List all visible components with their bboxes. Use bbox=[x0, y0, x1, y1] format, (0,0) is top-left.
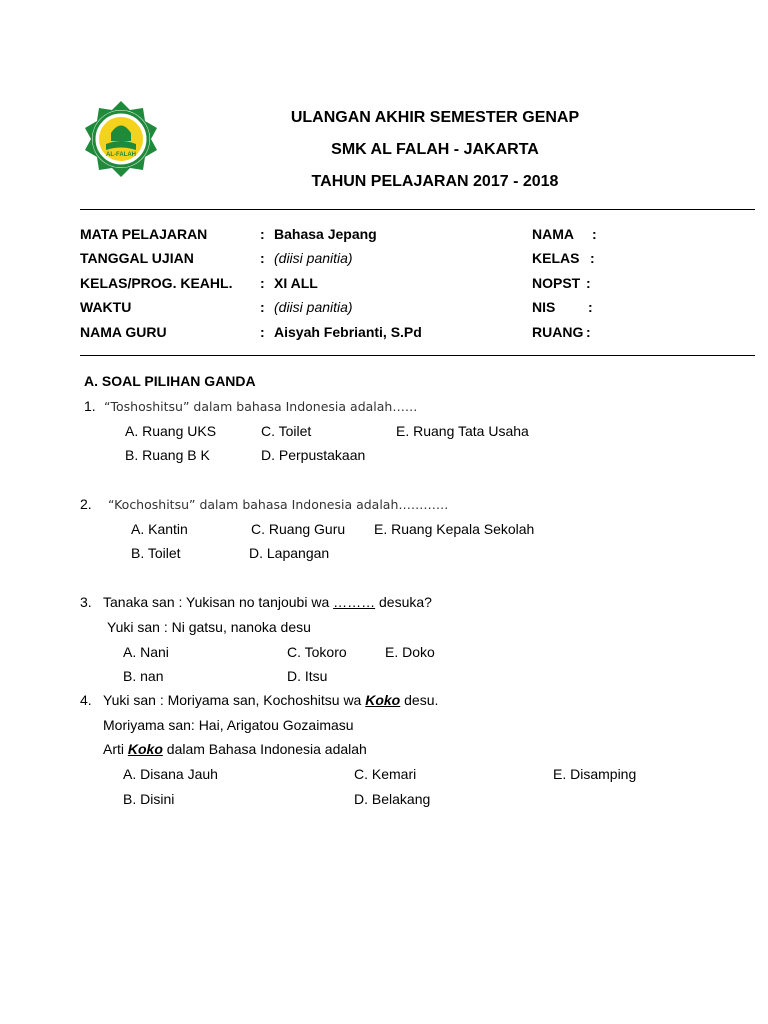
exam-date-label: TANGGAL UJIAN bbox=[80, 250, 194, 266]
option-d: D. Belakang bbox=[354, 791, 431, 807]
subject-value: Bahasa Jepang bbox=[274, 226, 377, 242]
colon: : bbox=[260, 275, 265, 291]
option-e: E. Ruang Kepala Sekolah bbox=[374, 521, 535, 537]
logo-text: AL-FALAH bbox=[106, 152, 136, 158]
option-c: C. Ruang Guru bbox=[251, 521, 346, 537]
class-program-value: XI ALL bbox=[274, 275, 318, 291]
question-number: 3. bbox=[80, 594, 92, 610]
answer-blank: ……… bbox=[333, 594, 376, 610]
dialog-text: Yuki san : Moriyama san, Kochoshitsu wa bbox=[103, 692, 366, 708]
question-text: “Toshoshitsu” dalam bahasa Indonesia adalah…… bbox=[104, 399, 418, 414]
option-a: A. Kantin bbox=[131, 521, 188, 537]
option-c: C. Toilet bbox=[261, 423, 312, 439]
dialog-text: desu. bbox=[400, 692, 439, 708]
top-rule bbox=[80, 209, 755, 210]
bottom-rule bbox=[80, 355, 755, 356]
dialog-line-1 bbox=[103, 594, 432, 610]
option-c: C. Kemari bbox=[354, 766, 417, 782]
colon: : bbox=[260, 299, 265, 315]
option-b: B. Toilet bbox=[131, 545, 181, 561]
school-logo bbox=[82, 100, 160, 178]
keyword: Koko bbox=[365, 692, 401, 708]
option-c: C. Tokoro bbox=[287, 644, 347, 660]
dialog-line-2: Yuki san : Ni gatsu, nanoka desu bbox=[107, 619, 311, 635]
option-e: E. Doko bbox=[385, 644, 435, 660]
class-program-label: KELAS/PROG. KEAHL. bbox=[80, 275, 233, 291]
time-value: (diisi panitia) bbox=[274, 299, 353, 315]
dialog-text: Tanaka san : Yukisan no tanjoubi wa bbox=[103, 594, 334, 610]
ruang-label: RUANG bbox=[532, 324, 584, 340]
teacher-value: Aisyah Febrianti, S.Pd bbox=[274, 324, 422, 340]
subject-label: MATA PELAJARAN bbox=[80, 226, 208, 242]
question-text: “Kochoshitsu” dalam bahasa Indonesia adalah………… bbox=[108, 497, 449, 512]
colon: : bbox=[586, 324, 591, 340]
dialog-text: desuka? bbox=[375, 594, 432, 610]
colon: : bbox=[592, 226, 597, 242]
colon: : bbox=[588, 299, 593, 315]
time-label: WAKTU bbox=[80, 299, 132, 315]
option-b: B. nan bbox=[123, 668, 164, 684]
keyword: Koko bbox=[127, 741, 163, 757]
colon: : bbox=[260, 324, 265, 340]
option-a: A. Disana Jauh bbox=[123, 766, 218, 782]
school-name: SMK AL FALAH - JAKARTA bbox=[331, 141, 539, 158]
option-b: B. Disini bbox=[123, 791, 175, 807]
academic-year: TAHUN PELAJARAN 2017 - 2018 bbox=[311, 173, 559, 190]
question-text-part: Arti bbox=[103, 741, 128, 757]
question-number: 4. bbox=[80, 692, 92, 708]
section-title: A. SOAL PILIHAN GANDA bbox=[84, 373, 256, 389]
question-number: 2. bbox=[80, 496, 92, 512]
colon: : bbox=[260, 226, 265, 242]
nopst-label: NOPST bbox=[532, 275, 581, 291]
colon: : bbox=[590, 250, 595, 266]
option-a: A. Ruang UKS bbox=[125, 423, 217, 439]
option-e: E. Disamping bbox=[553, 766, 637, 782]
colon: : bbox=[586, 275, 591, 291]
question-text bbox=[103, 741, 367, 757]
name-label: NAMA bbox=[532, 226, 574, 242]
option-a: A. Nani bbox=[123, 644, 169, 660]
option-e: E. Ruang Tata Usaha bbox=[396, 423, 529, 439]
dialog-line-2: Moriyama san: Hai, Arigatou Gozaimasu bbox=[103, 717, 354, 733]
nis-label: NIS bbox=[532, 299, 556, 315]
option-b: B. Ruang B K bbox=[125, 447, 210, 463]
exam-date-value: (diisi panitia) bbox=[274, 250, 353, 266]
option-d: D. Perpustakaan bbox=[261, 447, 366, 463]
colon: : bbox=[260, 250, 265, 266]
option-d: D. Itsu bbox=[287, 668, 328, 684]
dialog-line-1 bbox=[103, 692, 438, 708]
teacher-label: NAMA GURU bbox=[80, 324, 167, 340]
question-number: 1. bbox=[84, 398, 96, 414]
exam-title: ULANGAN AKHIR SEMESTER GENAP bbox=[290, 109, 580, 126]
kelas-label: KELAS bbox=[532, 250, 580, 266]
question-text-part: dalam Bahasa Indonesia adalah bbox=[162, 741, 367, 757]
option-d: D. Lapangan bbox=[249, 545, 330, 561]
